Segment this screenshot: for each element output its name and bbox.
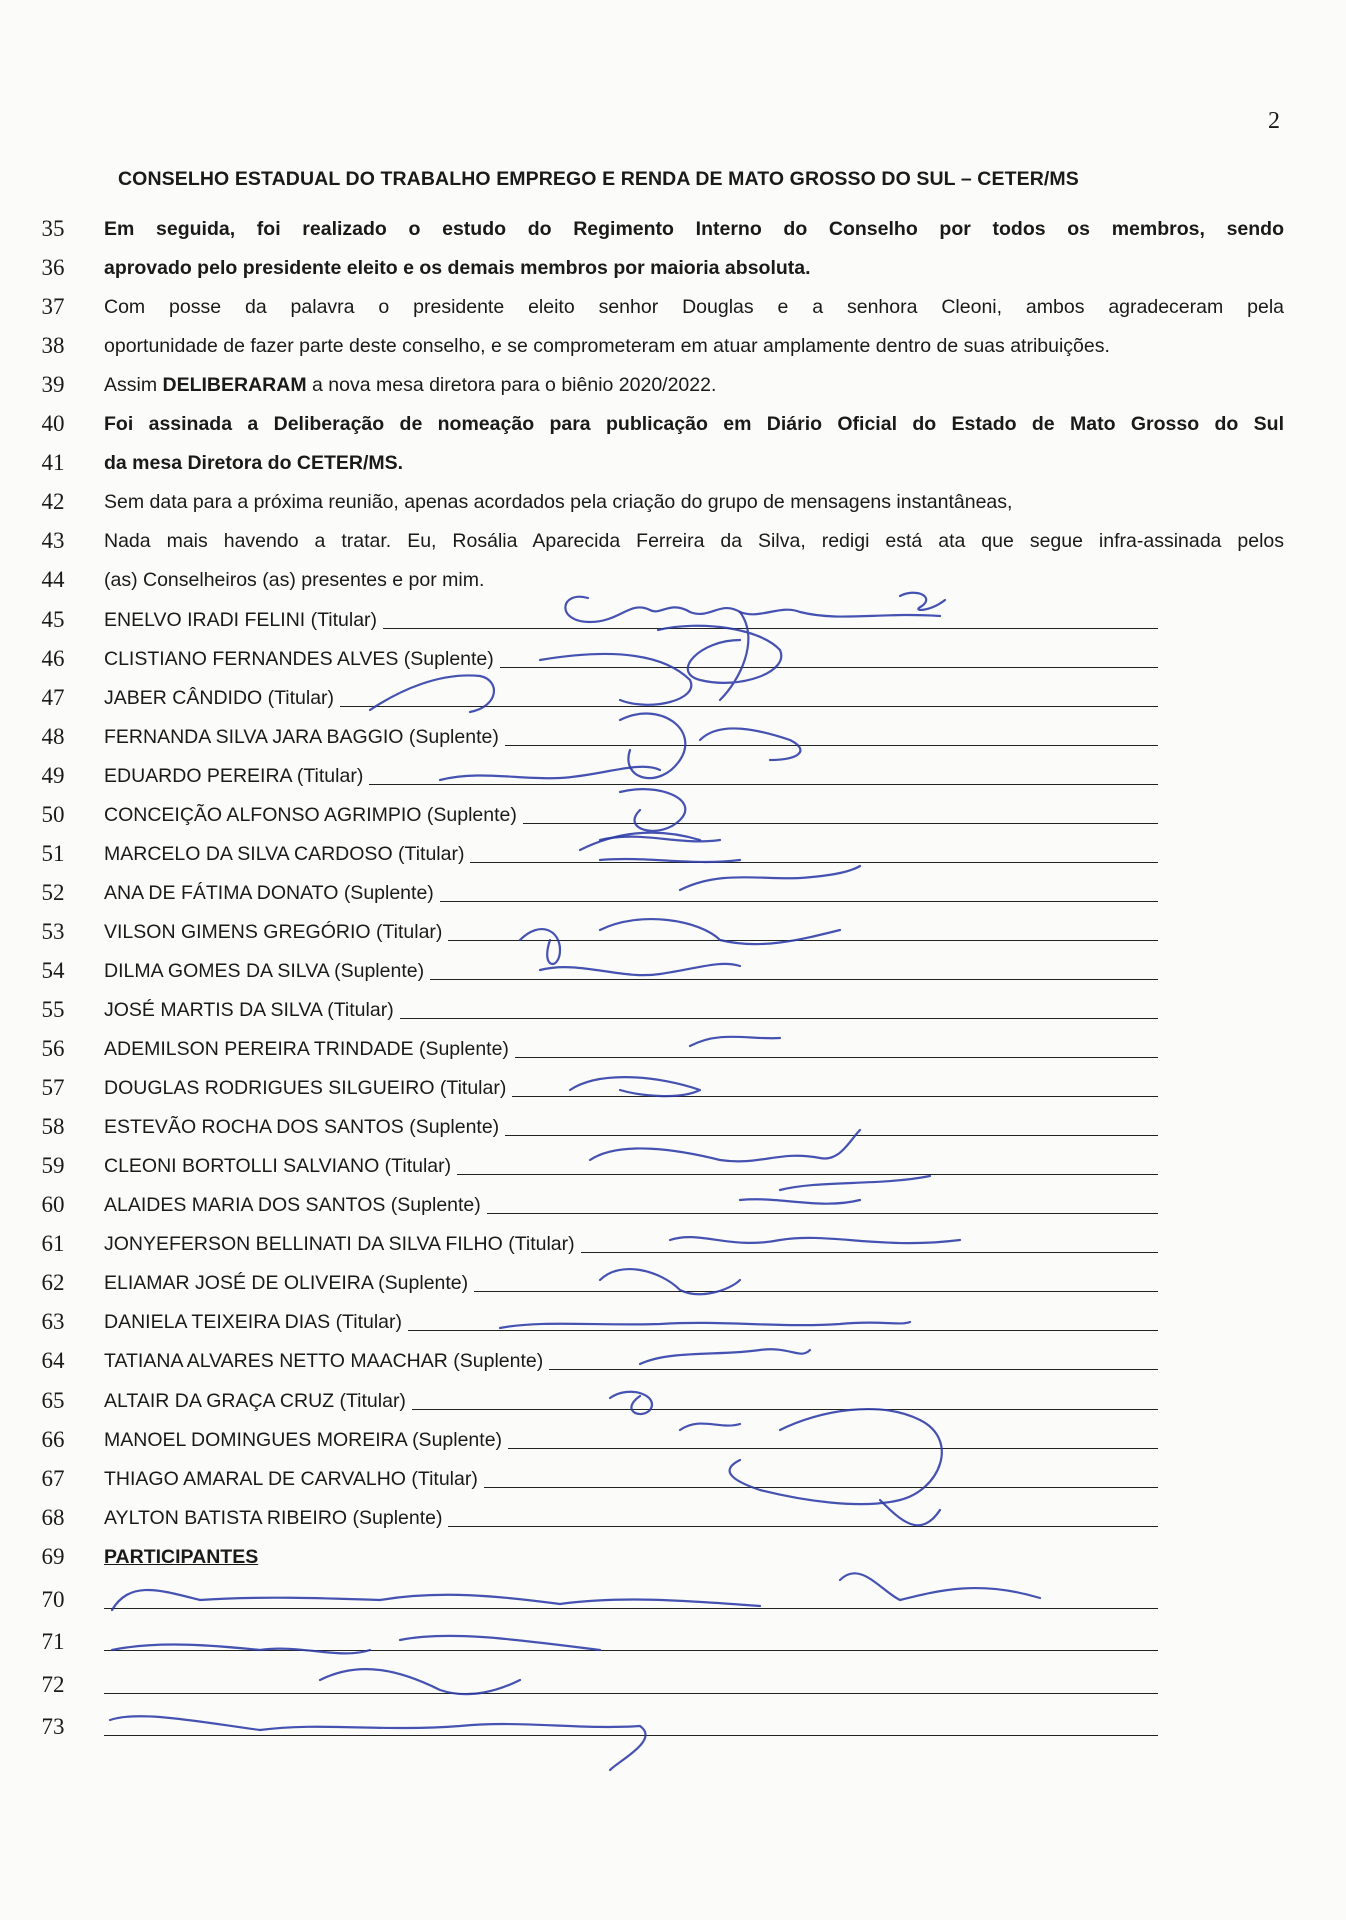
signature-line [512,1096,1158,1097]
text-run: Assim [104,374,163,397]
member-name: ANA DE FÁTIMA DONATO (Suplente) [104,881,434,904]
line-number: 64 [41,1348,65,1374]
line-number: 50 [41,801,65,827]
line-number: 49 [41,762,65,788]
signature-line [487,1213,1158,1214]
signature-line [383,628,1158,629]
line-number: 52 [41,879,65,905]
line-number: 61 [41,1231,65,1257]
member-signature-line [0,1305,1346,1339]
participants-heading-line [0,1540,1346,1574]
member-signature-line [0,759,1346,793]
text-run: Sem data para a próxima reunião, apenas acordados pela criação do grupo de mensagens instantâneas, [104,491,1013,514]
member-signature-line [0,1462,1346,1496]
text-run: Em seguida, foi realizado o estudo do Regimento Interno do Conselho por todos os membros, sendo [104,218,1284,240]
line-number: 67 [41,1465,65,1491]
member-name: ALTAIR DA GRAÇA CRUZ (Titular) [104,1389,406,1412]
minutes-line [0,212,1346,246]
minutes-line [0,446,1346,480]
signature-line [505,745,1158,746]
line-number: 37 [41,294,65,320]
participant-signature-line [0,1583,1346,1617]
signature-line [448,940,1158,941]
line-number: 43 [41,528,65,554]
member-signature-line [0,993,1346,1027]
signature-line [581,1252,1158,1253]
member-name: ELIAMAR JOSÉ DE OLIVEIRA (Suplente) [104,1272,469,1295]
text-run: da mesa Diretora do CETER/MS. [104,452,404,475]
member-name: MARCELO DA SILVA CARDOSO (Titular) [104,842,465,865]
participant-signature-line [0,1710,1346,1744]
line-number: 57 [41,1075,65,1101]
member-signature-line [0,720,1346,754]
signature-line [104,1650,1158,1651]
member-name: ESTEVÃO ROCHA DOS SANTOS (Suplente) [104,1116,500,1139]
minutes-text [104,563,1284,597]
member-signature-line [0,1032,1346,1066]
line-number: 73 [41,1714,65,1740]
signature-line [448,1526,1158,1527]
signature-line [430,979,1158,980]
signature-line [104,1608,1158,1609]
text-run: Nada mais havendo a tratar. Eu, Rosália Aparecida Ferreira da Silva, redigi está ata que segue infra-assinada pelos [104,530,1284,553]
line-number: 41 [41,450,65,476]
line-number: 72 [41,1671,65,1697]
minutes-line [0,290,1346,324]
line-number: 45 [41,606,65,632]
signature-line [474,1291,1158,1292]
member-name: JOSÉ MARTIS DA SILVA (Titular) [104,999,394,1021]
member-signature-line [0,1188,1346,1222]
member-name: MANOEL DOMINGUES MOREIRA (Suplente) [104,1428,503,1451]
minutes-text [104,251,1284,285]
member-signature-line [0,603,1346,637]
minutes-text [104,407,1284,441]
member-name: JONYEFERSON BELLINATI DA SILVA FILHO (Titular) [104,1233,575,1256]
member-signature-line [0,642,1346,676]
member-signature-line [0,1266,1346,1300]
text-run: a nova mesa diretora para o biênio 2020/2022. [306,374,717,397]
member-signature-line [0,876,1346,910]
header-title: CONSELHO ESTADUAL DO TRABALHO EMPREGO E RENDA DE MATO GROSSO DO SUL – CETER/MS [118,168,1079,190]
minutes-text [104,485,1284,519]
minutes-text [104,368,1284,402]
line-number: 70 [41,1586,65,1612]
signature-line [104,1693,1158,1694]
line-number: 47 [41,684,65,710]
line-number: 39 [41,372,65,398]
member-name: DANIELA TEIXEIRA DIAS (Titular) [104,1311,403,1334]
signature-line [505,1135,1158,1136]
line-number: 68 [41,1504,65,1530]
member-signature-line [0,1344,1346,1378]
member-name: JABER CÂNDIDO (Titular) [104,686,335,709]
line-number: 71 [41,1629,65,1655]
line-number: 35 [41,216,65,241]
signature-line [412,1409,1158,1410]
member-name: ENELVO IRADI FELINI (Titular) [104,608,378,631]
text-run: DELIBERARAM [162,374,307,397]
participant-signature-line [0,1625,1346,1659]
member-name: VILSON GIMENS GREGÓRIO (Titular) [104,920,443,943]
member-signature-line [0,837,1346,871]
minutes-line [0,368,1346,402]
signature-line [470,862,1158,863]
line-number: 66 [41,1426,65,1452]
minutes-line [0,563,1346,597]
minutes-text [104,329,1284,363]
text-run: (as) Conselheiros (as) presentes e por mim. [104,569,485,592]
line-number: 63 [41,1309,65,1335]
member-name: EDUARDO PEREIRA (Titular) [104,764,364,787]
member-name: DOUGLAS RODRIGUES SILGUEIRO (Titular) [104,1077,507,1100]
minutes-line [0,524,1346,558]
member-signature-line [0,1071,1346,1105]
member-name: FERNANDA SILVA JARA BAGGIO (Suplente) [104,725,499,748]
line-number: 53 [41,918,65,944]
line-number: 48 [41,723,65,749]
signature-line [549,1369,1158,1370]
text-run: aprovado pelo presidente eleito e os demais membros por maioria absoluta. [104,257,811,280]
line-number: 38 [41,333,65,359]
participant-signature-line [0,1668,1346,1702]
minutes-line [0,329,1346,363]
line-number: 58 [41,1114,65,1140]
line-number: 59 [41,1153,65,1179]
signature-line [457,1174,1158,1175]
signature-line [484,1487,1158,1488]
line-number: 62 [41,1270,65,1296]
line-number: 65 [41,1387,65,1413]
minutes-text [104,446,1284,480]
member-name: ALAIDES MARIA DOS SANTOS (Suplente) [104,1194,481,1217]
line-number: 44 [41,567,65,593]
member-signature-line [0,1501,1346,1535]
line-number: 56 [41,1036,65,1062]
signature-line [440,901,1158,902]
member-name: ADEMILSON PEREIRA TRINDADE (Suplente) [104,1038,509,1061]
signature-line [400,1018,1158,1019]
member-name: CLEONI BORTOLLI SALVIANO (Titular) [104,1155,452,1178]
member-signature-line [0,681,1346,715]
member-name: DILMA GOMES DA SILVA (Suplente) [104,959,425,982]
minutes-line [0,251,1346,285]
member-signature-line [0,1149,1346,1183]
minutes-line [0,407,1346,441]
member-name: AYLTON BATISTA RIBEIRO (Suplente) [104,1506,443,1529]
line-number: 46 [41,645,65,671]
member-signature-line [0,1110,1346,1144]
line-number: 69 [41,1543,65,1569]
page-number: 2 [1268,108,1280,134]
member-signature-line [0,1384,1346,1418]
minutes-text [104,290,1284,324]
member-signature-line [0,915,1346,949]
member-signature-line [0,954,1346,988]
signature-line [340,706,1158,707]
signature-line [104,1735,1158,1736]
text-run: oportunidade de fazer parte deste conselho, e se comprometeram em atuar amplamente dentro de suas atribuições. [104,335,1110,358]
signature-line [523,823,1158,824]
member-name: THIAGO AMARAL DE CARVALHO (Titular) [104,1467,478,1490]
text-run: Foi assinada a Deliberação de nomeação para publicação em Diário Oficial do Estado de Mato Grosso do Sul [104,413,1284,436]
signature-line [408,1330,1158,1331]
signature-line [500,667,1158,668]
text-run: Com posse da palavra o presidente eleito senhor Douglas e a senhora Cleoni, ambos agradeceram pela [104,296,1284,319]
member-name: CLISTIANO FERNANDES ALVES (Suplente) [104,647,494,670]
member-signature-line [0,1227,1346,1261]
line-number: 42 [41,489,65,515]
member-signature-line [0,1423,1346,1457]
minutes-text [104,212,1284,246]
member-name: TATIANA ALVARES NETTO MAACHAR (Suplente) [104,1350,544,1373]
minutes-text [104,524,1284,558]
minutes-line [0,485,1346,519]
member-signature-line [0,798,1346,832]
signature-line [508,1448,1158,1449]
signature-line [369,784,1158,785]
line-number: 55 [41,997,65,1022]
signature-line [515,1057,1158,1058]
member-name: CONCEIÇÃO ALFONSO AGRIMPIO (Suplente) [104,803,517,826]
line-number: 54 [41,957,65,983]
line-number: 36 [41,255,65,281]
participants-heading: PARTICIPANTES [104,1545,259,1568]
line-number: 40 [41,411,65,437]
line-number: 51 [41,840,65,866]
line-number: 60 [41,1192,65,1218]
